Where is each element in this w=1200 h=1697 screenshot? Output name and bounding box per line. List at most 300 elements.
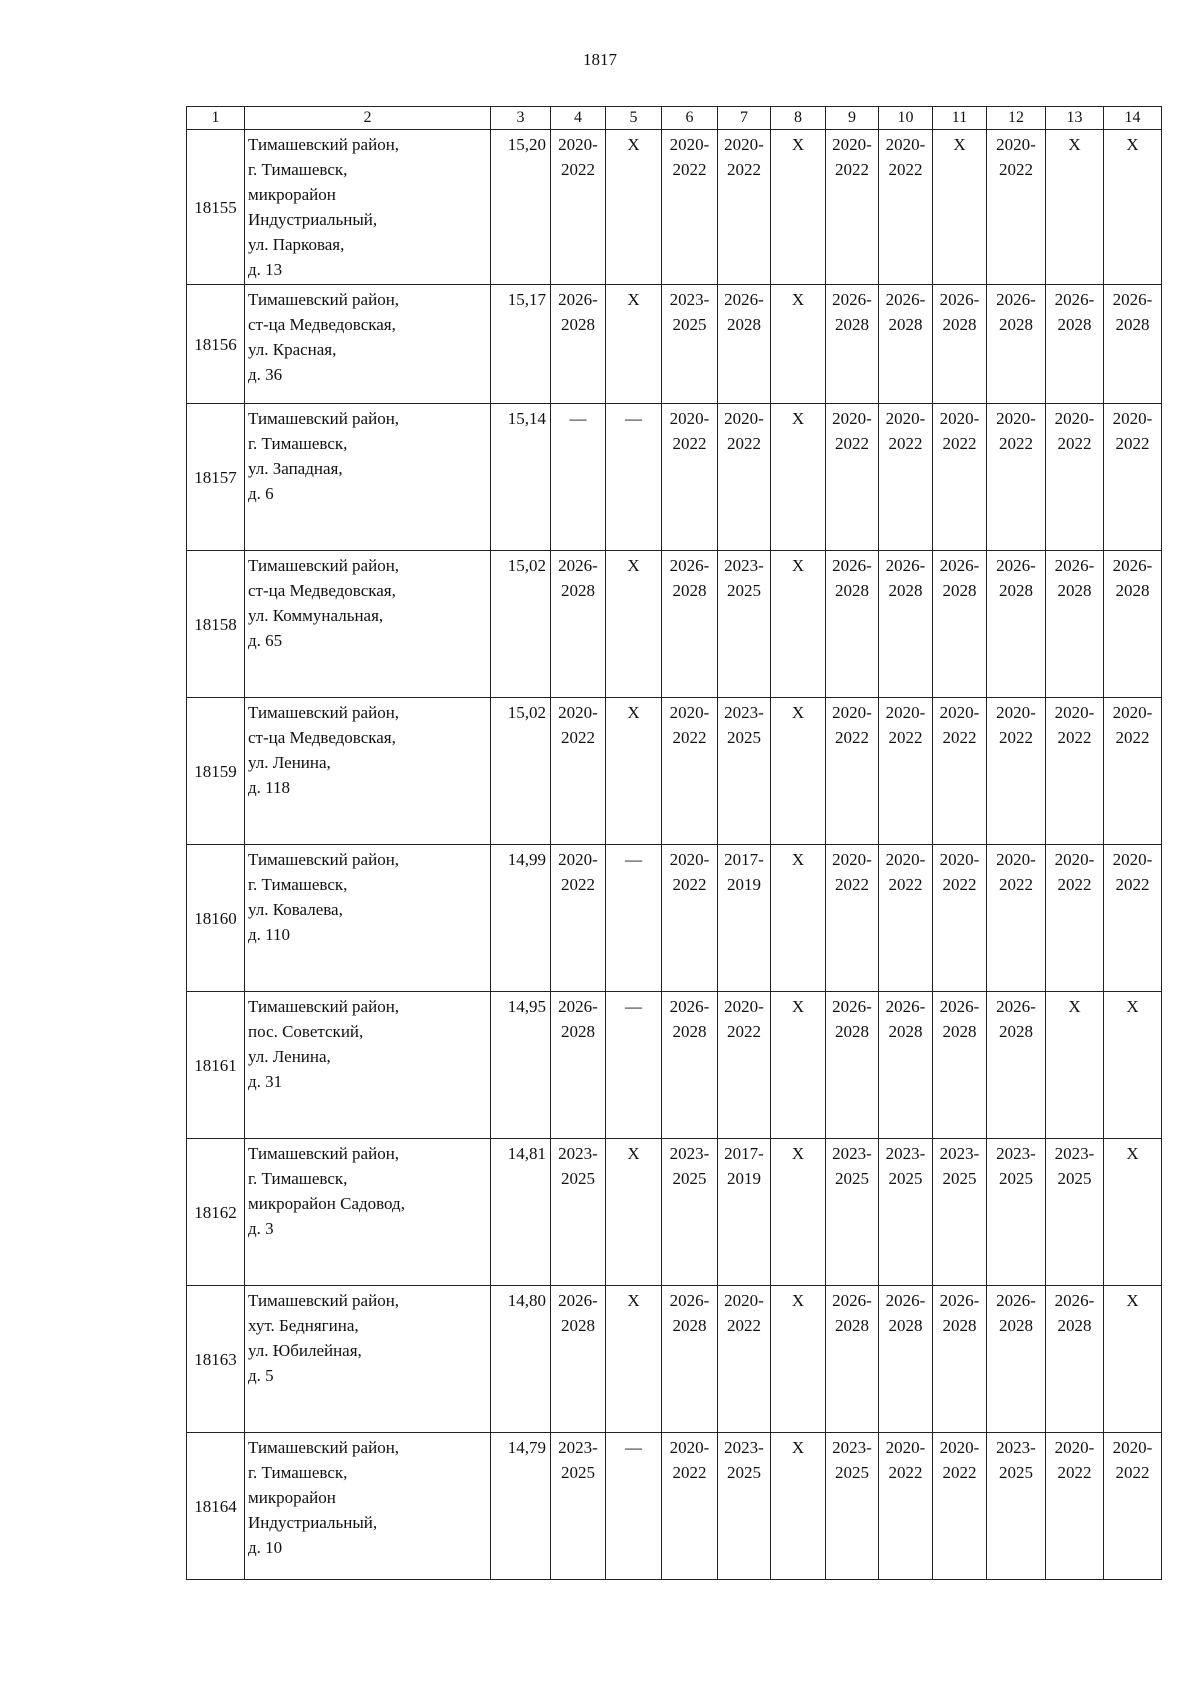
period-cell-col-7 xyxy=(718,845,771,992)
record-number: 18157 xyxy=(187,404,245,551)
period-cell-col-4 xyxy=(551,698,606,845)
period-value: Х xyxy=(791,556,805,575)
period-cell-col-13 xyxy=(1046,285,1104,404)
period-cell-col-13 xyxy=(1046,1139,1104,1286)
period-value: 2020- 2022 xyxy=(1112,1438,1153,1482)
period-cell-col-7 xyxy=(718,551,771,698)
address-line: пос. Советский, xyxy=(248,1022,364,1041)
area-value: 14,79 xyxy=(491,1433,551,1580)
period-cell-col-7 xyxy=(718,1139,771,1286)
period-value: 2020- 2022 xyxy=(996,703,1036,747)
column-number-6: 6 xyxy=(662,107,718,130)
period-cell-col-5 xyxy=(606,130,662,285)
address-line: Индустриальный, xyxy=(248,210,378,229)
address-line: хут. Беднягина, xyxy=(248,1316,359,1335)
address-line: д. 31 xyxy=(248,1072,283,1091)
period-value: Х xyxy=(627,1291,640,1310)
area-value: 14,95 xyxy=(491,992,551,1139)
period-value: 2026- 2028 xyxy=(724,290,764,334)
period-value: 2026- 2028 xyxy=(832,1291,872,1335)
period-value: 2020- 2022 xyxy=(1054,703,1095,747)
table-row xyxy=(187,1433,1162,1580)
period-value: Х xyxy=(791,997,805,1016)
address-line: д. 36 xyxy=(248,365,283,384)
period-cell-col-10 xyxy=(879,404,933,551)
period-value: 2026- 2028 xyxy=(558,1291,598,1335)
period-value: 2023- 2025 xyxy=(669,1144,710,1188)
period-cell-col-7 xyxy=(718,1286,771,1433)
address-line: ст-ца Медведовская, xyxy=(248,315,396,334)
period-cell-col-12 xyxy=(987,992,1046,1139)
address-line: д. 110 xyxy=(248,925,291,944)
period-cell-col-11 xyxy=(933,130,987,285)
record-number: 18164 xyxy=(187,1433,245,1580)
period-value: 2020- 2022 xyxy=(669,703,710,747)
period-cell-col-8 xyxy=(771,698,826,845)
period-value: 2026- 2028 xyxy=(832,997,872,1041)
period-value: — xyxy=(625,997,642,1016)
period-value: Х xyxy=(1068,997,1081,1016)
page-number: 1817 xyxy=(583,50,617,69)
period-value: Х xyxy=(791,1144,805,1163)
period-value: 2020- 2022 xyxy=(669,1438,710,1482)
period-cell-col-8 xyxy=(771,1433,826,1580)
period-value: 2020- 2022 xyxy=(885,409,926,453)
period-value: 2020- 2022 xyxy=(669,409,710,453)
address-cell xyxy=(245,404,491,551)
period-cell-col-12 xyxy=(987,551,1046,698)
period-cell-col-7 xyxy=(718,130,771,285)
period-value: 2026- 2028 xyxy=(996,290,1036,334)
address-line: Тимашевский район, xyxy=(248,997,400,1016)
period-value: — xyxy=(625,1438,642,1457)
period-value: 2020- 2022 xyxy=(996,135,1036,179)
period-cell-col-14 xyxy=(1104,992,1162,1139)
period-value: 2026- 2028 xyxy=(558,556,598,600)
period-cell-col-6 xyxy=(662,404,718,551)
period-cell-col-14 xyxy=(1104,404,1162,551)
period-cell-col-10 xyxy=(879,992,933,1139)
column-number-13: 13 xyxy=(1046,107,1104,130)
period-value: 2023- 2025 xyxy=(724,703,764,747)
period-cell-col-9 xyxy=(826,992,879,1139)
column-number-2: 2 xyxy=(245,107,491,130)
period-value: 2023- 2025 xyxy=(832,1144,872,1188)
period-value: Х xyxy=(627,703,640,722)
period-cell-col-11 xyxy=(933,1433,987,1580)
column-number-1: 1 xyxy=(187,107,245,130)
period-cell-col-8 xyxy=(771,992,826,1139)
period-cell-col-9 xyxy=(826,1286,879,1433)
period-cell-col-6 xyxy=(662,992,718,1139)
period-cell-col-11 xyxy=(933,992,987,1139)
period-value: 2026- 2028 xyxy=(669,1291,710,1335)
period-cell-col-9 xyxy=(826,404,879,551)
period-value: 2026- 2028 xyxy=(558,290,598,334)
record-number: 18158 xyxy=(187,551,245,698)
period-value: Х xyxy=(1126,135,1139,154)
period-cell-col-7 xyxy=(718,698,771,845)
period-value: 2020- 2022 xyxy=(1112,409,1153,453)
table-row xyxy=(187,404,1162,551)
period-value: Х xyxy=(953,135,966,154)
period-cell-col-14 xyxy=(1104,698,1162,845)
address-line: г. Тимашевск, xyxy=(248,1169,348,1188)
period-cell-col-9 xyxy=(826,285,879,404)
period-value: 2026- 2028 xyxy=(669,997,710,1041)
period-value: 2020- 2022 xyxy=(939,850,980,894)
table-row xyxy=(187,698,1162,845)
period-cell-col-10 xyxy=(879,845,933,992)
address-line: г. Тимашевск, xyxy=(248,1463,348,1482)
address-line: ст-ца Медведовская, xyxy=(248,728,396,747)
period-value: 2026- 2028 xyxy=(885,556,926,600)
period-cell-col-13 xyxy=(1046,130,1104,285)
record-number: 18160 xyxy=(187,845,245,992)
address-line: г. Тимашевск, xyxy=(248,434,348,453)
period-cell-col-11 xyxy=(933,845,987,992)
address-line: ул. Коммунальная, xyxy=(248,606,384,625)
period-cell-col-5 xyxy=(606,845,662,992)
period-value: 2023- 2025 xyxy=(724,556,764,600)
area-value: 14,81 xyxy=(491,1139,551,1286)
period-cell-col-10 xyxy=(879,1139,933,1286)
period-cell-col-9 xyxy=(826,130,879,285)
period-cell-col-11 xyxy=(933,404,987,551)
address-line: г. Тимашевск, xyxy=(248,160,348,179)
period-value: 2026- 2028 xyxy=(885,290,926,334)
period-cell-col-5 xyxy=(606,551,662,698)
period-value: 2020- 2022 xyxy=(1054,1438,1095,1482)
table-row xyxy=(187,1286,1162,1433)
period-value: Х xyxy=(791,1438,805,1457)
period-cell-col-8 xyxy=(771,285,826,404)
address-line: д. 13 xyxy=(248,260,283,279)
address-line: Тимашевский район, xyxy=(248,556,400,575)
area-value: 15,14 xyxy=(491,404,551,551)
period-value: 2026- 2028 xyxy=(939,997,980,1041)
period-value: Х xyxy=(791,850,805,869)
period-cell-col-13 xyxy=(1046,992,1104,1139)
period-value: 2020- 2022 xyxy=(1112,703,1153,747)
period-cell-col-9 xyxy=(826,551,879,698)
registry-table xyxy=(186,106,1162,1580)
period-cell-col-12 xyxy=(987,404,1046,551)
address-cell xyxy=(245,285,491,404)
address-line: Тимашевский район, xyxy=(248,135,400,154)
period-cell-col-4 xyxy=(551,130,606,285)
record-number: 18162 xyxy=(187,1139,245,1286)
period-value: 2020- 2022 xyxy=(996,850,1036,894)
period-value: Х xyxy=(627,135,640,154)
address-line: д. 10 xyxy=(248,1538,283,1557)
period-value: 2026- 2028 xyxy=(996,556,1036,600)
period-cell-col-11 xyxy=(933,1139,987,1286)
period-cell-col-6 xyxy=(662,551,718,698)
period-value: Х xyxy=(1068,135,1081,154)
period-value: 2023- 2025 xyxy=(832,1438,872,1482)
address-line: микрорайон Садовод, xyxy=(248,1194,405,1213)
period-value: Х xyxy=(1126,1144,1139,1163)
address-line: микрорайон xyxy=(248,185,336,204)
period-cell-col-6 xyxy=(662,1139,718,1286)
period-value: 2026- 2028 xyxy=(939,556,980,600)
column-number-9: 9 xyxy=(826,107,879,130)
period-cell-col-12 xyxy=(987,698,1046,845)
record-number: 18155 xyxy=(187,130,245,285)
period-value: 2026- 2028 xyxy=(832,556,872,600)
address-line: Тимашевский район, xyxy=(248,1438,400,1457)
period-value: 2023- 2025 xyxy=(885,1144,926,1188)
area-value: 15,20 xyxy=(491,130,551,285)
period-cell-col-4 xyxy=(551,404,606,551)
period-cell-col-6 xyxy=(662,1433,718,1580)
table-row xyxy=(187,992,1162,1139)
address-line: ул. Западная, xyxy=(248,459,343,478)
period-cell-col-14 xyxy=(1104,1433,1162,1580)
period-cell-col-5 xyxy=(606,698,662,845)
period-value: 2020- 2022 xyxy=(885,1438,926,1482)
period-cell-col-13 xyxy=(1046,698,1104,845)
record-number: 18156 xyxy=(187,285,245,404)
period-cell-col-14 xyxy=(1104,1286,1162,1433)
period-value: 2026- 2028 xyxy=(885,1291,926,1335)
period-value: 2020- 2022 xyxy=(832,409,872,453)
table-row xyxy=(187,845,1162,992)
period-value: 2020- 2022 xyxy=(724,997,764,1041)
column-number-12: 12 xyxy=(987,107,1046,130)
column-number-8: 8 xyxy=(771,107,826,130)
period-value: 2023- 2025 xyxy=(1054,1144,1095,1188)
period-cell-col-9 xyxy=(826,1433,879,1580)
period-value: Х xyxy=(627,556,640,575)
table-row xyxy=(187,1139,1162,1286)
address-line: Тимашевский район, xyxy=(248,1291,400,1310)
period-value: 2026- 2028 xyxy=(885,997,926,1041)
period-cell-col-13 xyxy=(1046,551,1104,698)
period-value: Х xyxy=(791,409,805,428)
period-cell-col-13 xyxy=(1046,1286,1104,1433)
period-value: 2020- 2022 xyxy=(885,703,926,747)
period-value: 2026- 2028 xyxy=(669,556,710,600)
period-value: 2023- 2025 xyxy=(724,1438,764,1482)
period-cell-col-5 xyxy=(606,1286,662,1433)
period-cell-col-13 xyxy=(1046,404,1104,551)
period-value: Х xyxy=(791,290,805,309)
period-value: 2020- 2022 xyxy=(558,850,598,894)
period-value: 2026- 2028 xyxy=(939,290,980,334)
period-value: 2020- 2022 xyxy=(996,409,1036,453)
period-value: 2023- 2025 xyxy=(669,290,710,334)
column-number-5: 5 xyxy=(606,107,662,130)
period-cell-col-4 xyxy=(551,551,606,698)
period-value: 2026- 2028 xyxy=(1112,290,1153,334)
period-cell-col-12 xyxy=(987,845,1046,992)
period-cell-col-8 xyxy=(771,551,826,698)
period-value: 2026- 2028 xyxy=(832,290,872,334)
address-line: Тимашевский район, xyxy=(248,1144,400,1163)
period-cell-col-11 xyxy=(933,698,987,845)
address-cell xyxy=(245,1286,491,1433)
period-cell-col-14 xyxy=(1104,285,1162,404)
address-line: г. Тимашевск, xyxy=(248,875,348,894)
table-row xyxy=(187,551,1162,698)
period-cell-col-8 xyxy=(771,1139,826,1286)
period-value: 2020- 2022 xyxy=(558,135,598,179)
period-cell-col-10 xyxy=(879,130,933,285)
period-cell-col-9 xyxy=(826,698,879,845)
column-number-row xyxy=(187,107,1162,130)
period-value: Х xyxy=(791,703,805,722)
period-cell-col-10 xyxy=(879,1433,933,1580)
period-cell-col-7 xyxy=(718,285,771,404)
area-value: 15,17 xyxy=(491,285,551,404)
period-value: 2020- 2022 xyxy=(939,703,980,747)
period-value: 2020- 2022 xyxy=(1112,850,1153,894)
period-value: Х xyxy=(1126,1291,1139,1310)
period-value: 2020- 2022 xyxy=(558,703,598,747)
period-cell-col-9 xyxy=(826,1139,879,1286)
period-value: 2020- 2022 xyxy=(724,409,764,453)
record-number: 18159 xyxy=(187,698,245,845)
period-cell-col-4 xyxy=(551,1139,606,1286)
period-value: 2020- 2022 xyxy=(832,850,872,894)
period-value: 2023- 2025 xyxy=(996,1438,1036,1482)
period-cell-col-14 xyxy=(1104,845,1162,992)
period-cell-col-10 xyxy=(879,1286,933,1433)
period-value: 2026- 2028 xyxy=(1112,556,1153,600)
column-number-7: 7 xyxy=(718,107,771,130)
address-cell xyxy=(245,1433,491,1580)
address-cell xyxy=(245,130,491,285)
record-number: 18163 xyxy=(187,1286,245,1433)
period-value: Х xyxy=(1126,997,1139,1016)
period-cell-col-5 xyxy=(606,285,662,404)
period-cell-col-4 xyxy=(551,285,606,404)
period-cell-col-7 xyxy=(718,1433,771,1580)
table-row xyxy=(187,285,1162,404)
period-value: 2026- 2028 xyxy=(558,997,598,1041)
period-cell-col-5 xyxy=(606,1139,662,1286)
area-value: 14,80 xyxy=(491,1286,551,1433)
period-cell-col-13 xyxy=(1046,845,1104,992)
period-value: 2020- 2022 xyxy=(724,135,764,179)
column-number-4: 4 xyxy=(551,107,606,130)
address-cell xyxy=(245,992,491,1139)
address-line: Тимашевский район, xyxy=(248,290,400,309)
period-value: 2020- 2022 xyxy=(939,409,980,453)
address-line: ул. Парковая, xyxy=(248,235,345,254)
address-cell xyxy=(245,845,491,992)
period-value: 2026- 2028 xyxy=(1054,556,1095,600)
address-line: Индустриальный, xyxy=(248,1513,378,1532)
address-line: микрорайон xyxy=(248,1488,336,1507)
period-cell-col-11 xyxy=(933,285,987,404)
period-cell-col-10 xyxy=(879,551,933,698)
address-line: д. 5 xyxy=(248,1366,274,1385)
period-cell-col-12 xyxy=(987,130,1046,285)
address-line: ул. Красная, xyxy=(248,340,337,359)
address-line: Тимашевский район, xyxy=(248,703,400,722)
address-line: ул. Ленина, xyxy=(248,1047,331,1066)
period-value: — xyxy=(625,409,642,428)
period-value: 2020- 2022 xyxy=(724,1291,764,1335)
period-cell-col-7 xyxy=(718,404,771,551)
period-cell-col-12 xyxy=(987,285,1046,404)
period-cell-col-6 xyxy=(662,845,718,992)
period-cell-col-4 xyxy=(551,1433,606,1580)
address-line: ул. Ленина, xyxy=(248,753,331,772)
registry-table-body xyxy=(187,107,1162,1580)
area-value: 15,02 xyxy=(491,698,551,845)
period-cell-col-4 xyxy=(551,992,606,1139)
period-value: Х xyxy=(627,1144,640,1163)
period-value: 2020- 2022 xyxy=(669,135,710,179)
period-cell-col-14 xyxy=(1104,130,1162,285)
period-cell-col-6 xyxy=(662,698,718,845)
period-value: 2026- 2028 xyxy=(1054,290,1095,334)
period-cell-col-5 xyxy=(606,404,662,551)
column-number-11: 11 xyxy=(933,107,987,130)
period-value: 2017- 2019 xyxy=(724,1144,764,1188)
period-cell-col-4 xyxy=(551,845,606,992)
period-cell-col-10 xyxy=(879,698,933,845)
address-line: д. 118 xyxy=(248,778,291,797)
address-line: ул. Юбилейная, xyxy=(248,1341,362,1360)
period-cell-col-11 xyxy=(933,1286,987,1433)
period-value: Х xyxy=(791,1291,805,1310)
period-cell-col-6 xyxy=(662,130,718,285)
address-line: ул. Ковалева, xyxy=(248,900,343,919)
period-value: 2017- 2019 xyxy=(724,850,764,894)
period-value: 2026- 2028 xyxy=(939,1291,980,1335)
period-cell-col-8 xyxy=(771,404,826,551)
address-line: Тимашевский район, xyxy=(248,409,400,428)
period-value: 2026- 2028 xyxy=(1054,1291,1095,1335)
address-cell xyxy=(245,698,491,845)
column-number-10: 10 xyxy=(879,107,933,130)
period-cell-col-8 xyxy=(771,845,826,992)
period-cell-col-10 xyxy=(879,285,933,404)
period-cell-col-8 xyxy=(771,130,826,285)
column-number-14: 14 xyxy=(1104,107,1162,130)
period-value: 2023- 2025 xyxy=(558,1438,598,1482)
period-value: 2020- 2022 xyxy=(939,1438,980,1482)
period-value: 2023- 2025 xyxy=(996,1144,1036,1188)
period-value: 2020- 2022 xyxy=(1054,850,1095,894)
period-cell-col-6 xyxy=(662,285,718,404)
address-line: д. 3 xyxy=(248,1219,274,1238)
address-line: ст-ца Медведовская, xyxy=(248,581,396,600)
period-cell-col-12 xyxy=(987,1139,1046,1286)
period-value: 2026- 2028 xyxy=(996,997,1036,1041)
period-value: — xyxy=(625,850,642,869)
period-value: 2020- 2022 xyxy=(885,850,926,894)
period-cell-col-12 xyxy=(987,1286,1046,1433)
address-line: Тимашевский район, xyxy=(248,850,400,869)
address-cell xyxy=(245,1139,491,1286)
period-value: 2020- 2022 xyxy=(832,703,872,747)
area-value: 14,99 xyxy=(491,845,551,992)
period-cell-col-5 xyxy=(606,992,662,1139)
area-value: 15,02 xyxy=(491,551,551,698)
period-cell-col-9 xyxy=(826,845,879,992)
period-cell-col-13 xyxy=(1046,1433,1104,1580)
period-cell-col-11 xyxy=(933,551,987,698)
address-line: д. 65 xyxy=(248,631,283,650)
period-value: Х xyxy=(627,290,640,309)
period-value: 2020- 2022 xyxy=(669,850,710,894)
